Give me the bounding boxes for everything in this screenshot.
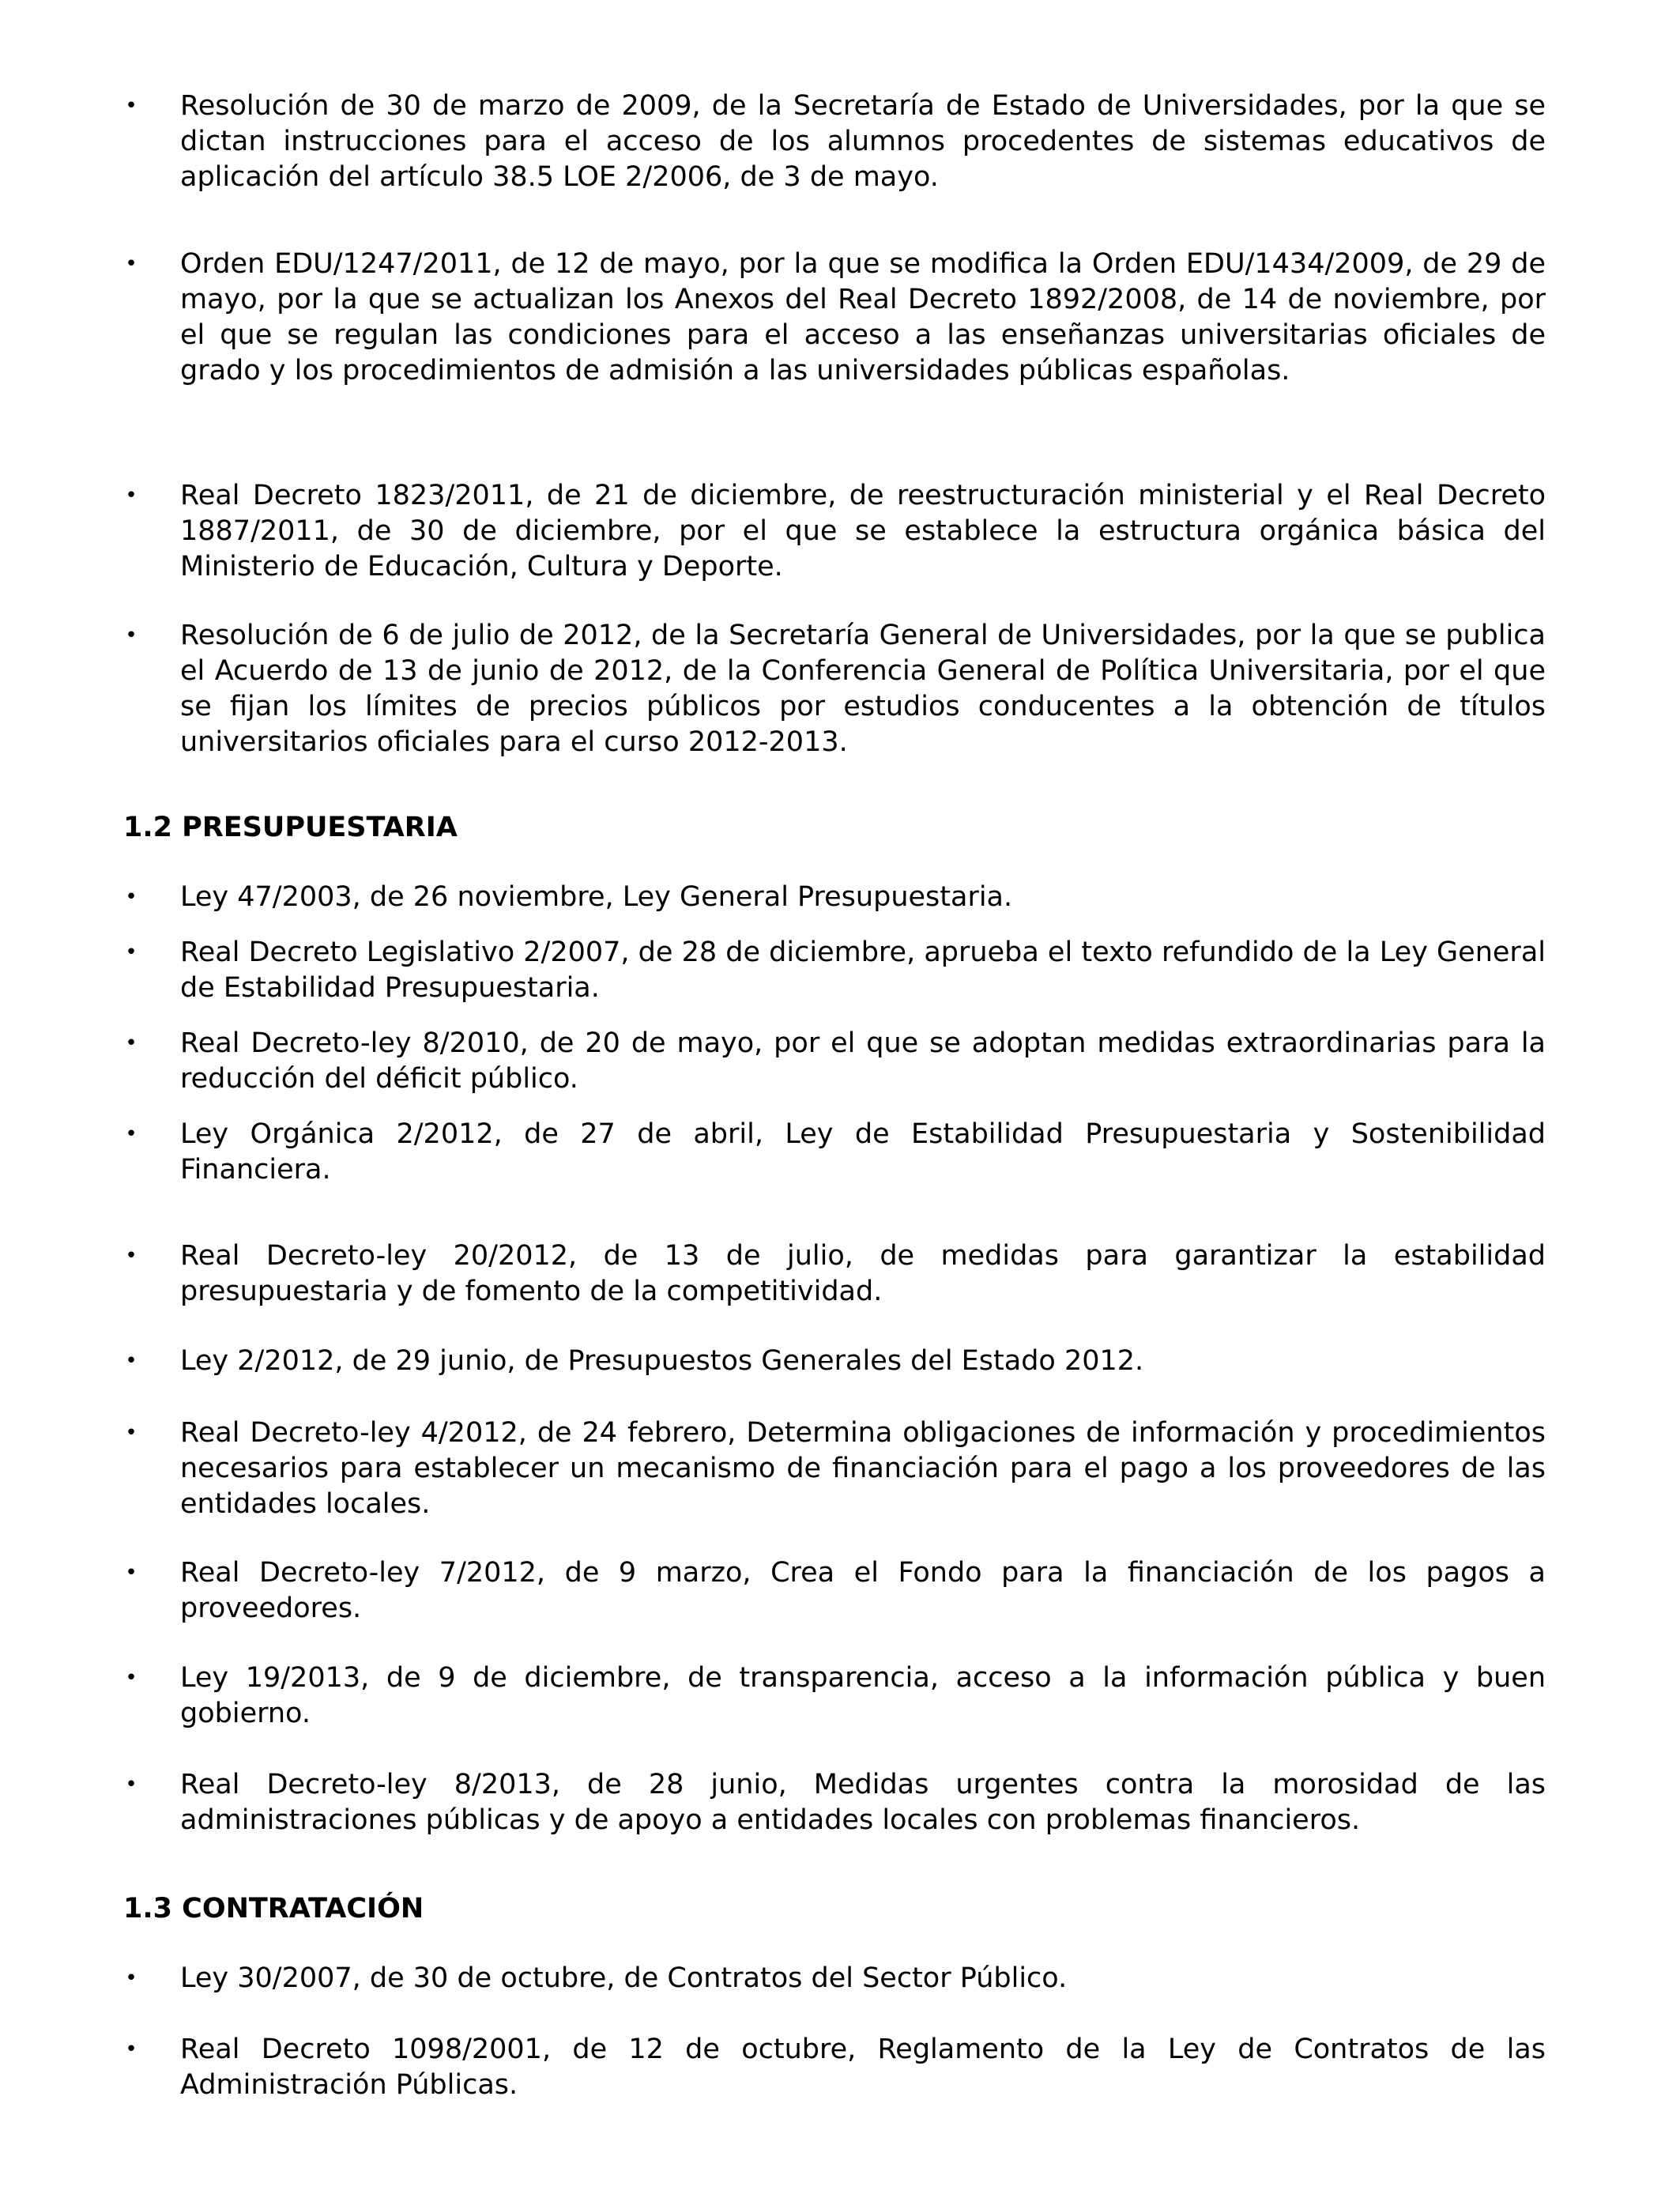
list-item [125, 1026, 1546, 1097]
list-item-text: Ley 2/2012, de 29 junio, de Presupuestos Generales del Estado 2012. [180, 1345, 1144, 1377]
bullet: • [125, 252, 137, 276]
bullet: • [125, 1349, 137, 1373]
list-item [125, 1117, 1546, 1188]
list-item-text: Ley 47/2003, de 26 noviembre, Ley General Presupuestaria. [180, 881, 1013, 913]
list-item-text: Real Decreto-ley 4/2012, de 24 febrero, Determina obligaciones de información y procedimientos necesarios para establecer un mecanismo de financiación para el pago a los proveedores de las entidades locales. [180, 1417, 1546, 1520]
bullet: • [125, 1244, 137, 1268]
section-heading-presupuestaria: 1.2 PRESUPUESTARIA [123, 812, 458, 843]
list-item [125, 1344, 1546, 1379]
list-item-text: Ley Orgánica 2/2012, de 27 de abril, Ley de Estabilidad Presupuestaria y Sostenibilidad Financiera. [180, 1118, 1546, 1186]
list-item-text: Real Decreto-ley 7/2012, de 9 marzo, Crea el Fondo para la financiación de los pagos a proveedores. [180, 1557, 1546, 1624]
list-item-text: Real Decreto-ley 20/2012, de 13 de julio, de medidas para garantizar la estabilidad presupuestaria y de fomento de la competitividad. [180, 1240, 1546, 1307]
list-item-text: Real Decreto-ley 8/2010, de 20 de mayo, por el que se adoptan medidas extraordinarias para la reducción del déficit público. [180, 1027, 1546, 1095]
list-item-text: Orden EDU/1247/2011, de 12 de mayo, por la que se modifica la Orden EDU/1434/2009, de 29 de mayo, por la que se actualizan los Anexos del Real Decreto 1892/2008, de 14 de noviembre, por el que se regulan las condiciones para el acceso a las enseñanzas universitarias oficiales de grado y los procedimientos de admisión a las universidades públicas españolas. [180, 248, 1546, 386]
bullet: • [125, 1773, 137, 1796]
list-item [125, 2032, 1546, 2103]
list-item [125, 935, 1546, 1006]
bullet: • [125, 2038, 137, 2061]
list-item [125, 1961, 1546, 1996]
bullet: • [125, 941, 137, 964]
bullet: • [125, 624, 137, 647]
bullet: • [125, 1561, 137, 1585]
list-item-text: Real Decreto-ley 8/2013, de 28 junio, Medidas urgentes contra la morosidad de las administraciones públicas y de apoyo a entidades locales con problemas financieros. [180, 1769, 1546, 1836]
list-item [125, 1661, 1546, 1732]
bullet: • [125, 885, 137, 909]
list-item [125, 1767, 1546, 1838]
list-item-text: Real Decreto 1823/2011, de 21 de diciembre, de reestructuración ministerial y el Real Decreto 1887/2011, de 30 de diciembre, por el que se establece la estructura orgánica básica del Ministerio de Educación, Cultura y Deporte. [180, 480, 1546, 582]
list-item [125, 89, 1546, 195]
list-item [125, 880, 1546, 915]
list-item-text: Real Decreto Legislativo 2/2007, de 28 de diciembre, aprueba el texto refundido de la Ley General de Estabilidad Presupuestaria. [180, 937, 1546, 1004]
list-item-text: Resolución de 30 de marzo de 2009, de la Secretaría de Estado de Universidades, por la que se dictan instrucciones para el acceso de los alumnos procedentes de sistemas educativos de aplicación del artículo 38.5 LOE 2/2006, de 3 de mayo. [180, 90, 1546, 193]
list-item [125, 1555, 1546, 1627]
list-item [125, 1416, 1546, 1522]
list-item-text: Resolución de 6 de julio de 2012, de la Secretaría General de Universidades, por la que se publica el Acuerdo de 13 de junio de 2012, de la Conferencia General de Política Universitaria, por el que se fijan los límites de precios públicos por estudios conducentes a la obtención de títulos universitarios oficiales para el curso 2012-2013. [180, 620, 1546, 758]
bullet: • [125, 1666, 137, 1690]
bullet: • [125, 1421, 137, 1445]
bullet: • [125, 1122, 137, 1146]
bullet: • [125, 1966, 137, 1990]
list-item [125, 618, 1546, 760]
list-item [125, 478, 1546, 585]
list-item-text: Real Decreto 1098/2001, de 12 de octubre, Reglamento de la Ley de Contratos de las Administración Públicas. [180, 2034, 1546, 2101]
bullet: • [125, 94, 137, 118]
list-item-text: Ley 19/2013, de 9 de diciembre, de transparencia, acceso a la información pública y buen gobierno. [180, 1662, 1546, 1729]
bullet: • [125, 1031, 137, 1055]
bullet: • [125, 484, 137, 507]
list-item [125, 247, 1546, 389]
list-item [125, 1238, 1546, 1310]
section-heading-contratacion: 1.3 CONTRATACIÓN [123, 1893, 424, 1924]
list-item-text: Ley 30/2007, de 30 de octubre, de Contratos del Sector Público. [180, 1962, 1068, 1994]
